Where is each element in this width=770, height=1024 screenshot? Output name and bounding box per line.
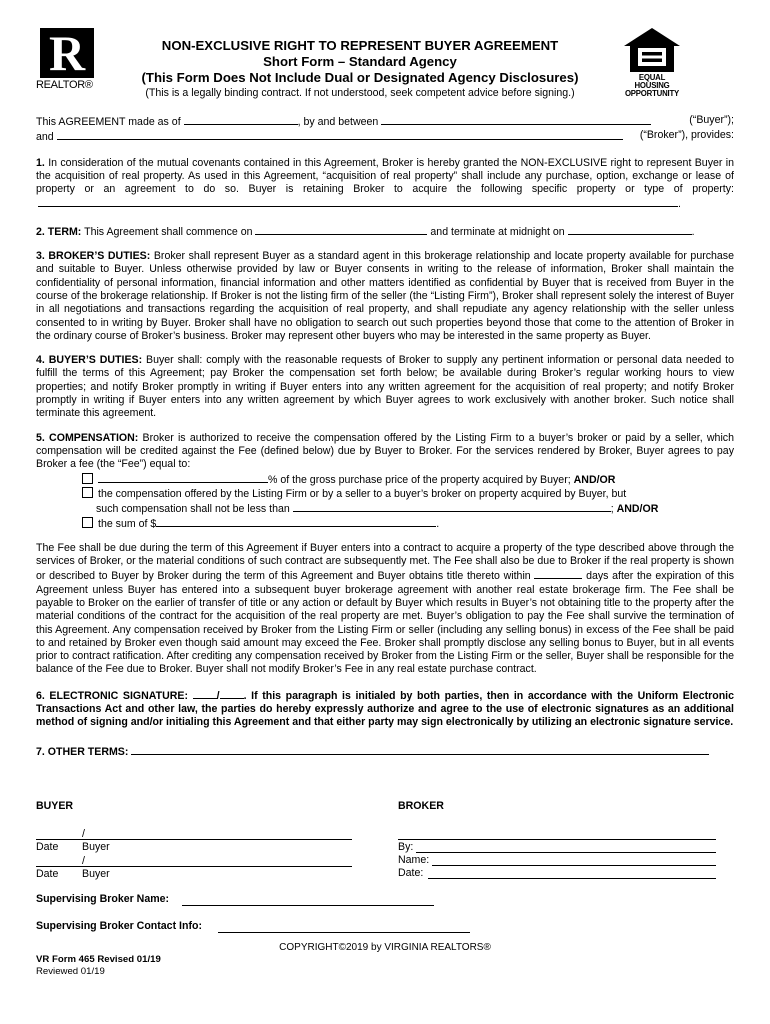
percent-field[interactable] <box>98 472 268 483</box>
form-title: NON-EXCLUSIVE RIGHT TO REPRESENT BUYER AGREEMENT <box>161 38 559 53</box>
fee-paragraph: The Fee shall be due during the term of this Agreement if Buyer enters into a contract to acquire a property of the type described above through the services of Broker, or the material conditions of such contract are subsequently met. The Fee shall also be due to Broker if the real property is shown or described to Buyer by Broker during the term of this Agreement and Buyer obtains title thereto within days after the expiration of this Agreement unless Buyer has entered into a subsequent buyer brokerage agreement with another real estate brokerage firm. The Fee shall be payable to Broker on the earlier of transfer of title or any action or default by Buyer which results in Buyer’s not obtaining title to the property after the material conditions of the contract for the acquisition of the real property are met. Buyer’s obligation to pay the Fee shall survive the termination of this Agreement. Any compensation received by Broker from the Listing Firm or seller (including any selling bonus) in excess of the Fee shall be paid to and retained by Broker even though said amount may exceed the Fee. Broker shall promptly disclose any selling bonus to Buyer, but in all events prior to contract ratification. After crediting any compensation received by Broker from the Listing Firm or the seller, Buyer shall be responsible for the balance of the Fee due to Broker. Buyer shall not modify Broker’s Fee in any real estate purchase contract. <box>36 541 734 676</box>
commence-date-field[interactable] <box>255 224 427 235</box>
supervising-broker-contact-line[interactable] <box>218 931 470 933</box>
equal-housing-text: EQUAL HOUSING OPPORTUNITY <box>624 73 680 99</box>
broker-heading: BROKER <box>398 800 444 812</box>
form-legal-note: (This is a legally binding contract. If not understood, seek competent advice before signing.) <box>145 87 575 99</box>
days-field[interactable] <box>534 568 582 579</box>
minimum-compensation-field[interactable] <box>293 501 611 512</box>
realtor-logo <box>36 25 100 92</box>
section-5-compensation: 5. COMPENSATION: Broker is authorized to receive the compensation offered by the Listing Firm to a buyer’s broker or paid by a seller, which compensation will be credited against the Fee (defined below) due by Buyer to Broker. For the services rendered by Broker, Buyer agrees to pay Broker a fee (the “Fee”) equal to: <box>36 431 734 471</box>
form-body <box>36 114 734 759</box>
form-disclosure-note: (This Form Does Not Include Dual or Designated Agency Disclosures) <box>141 70 579 85</box>
other-terms-field[interactable] <box>131 744 709 755</box>
broker-name-line[interactable] <box>432 864 716 866</box>
buyer-heading: BUYER <box>36 800 74 812</box>
broker-name-field[interactable] <box>57 129 623 140</box>
compensation-option-3: the sum of $ . <box>82 516 734 531</box>
equal-housing-logo <box>622 26 682 99</box>
sum-checkbox[interactable] <box>82 517 93 528</box>
percent-checkbox[interactable] <box>82 473 93 484</box>
broker-date-line[interactable] <box>428 877 716 879</box>
compensation-option-1: % of the gross purchase price of the property acquired by Buyer; AND/OR <box>82 472 734 487</box>
broker-initials-field[interactable] <box>220 688 244 699</box>
intro-line-2: and (“Broker”), provides: <box>36 129 734 144</box>
listing-firm-checkbox[interactable] <box>82 487 93 498</box>
realtor-r-mark: R <box>40 28 94 78</box>
intro-line-1: This AGREEMENT made as of , by and between (“Buyer”); <box>36 114 734 128</box>
broker-firm-line[interactable] <box>398 838 716 840</box>
section-7-other-terms: 7. OTHER TERMS: <box>36 744 734 759</box>
section-4-buyer-duties: 4. BUYER’S DUTIES: Buyer shall: comply with the reasonable requests of Broker to supply any pertinent information or personal data needed to fulfill the terms of this Agreement; pay Broker the compensation set forth below; be available during Broker’s regular working hours to view properties; and notify Broker promptly in writing if Buyer enters into any written agreement for the acquisition of real property; and notify Broker promptly in writing if Buyer enters into any written agreement by which Buyer agrees to work exclusively with another broker. Such notice shall terminate this agreement. <box>36 354 734 420</box>
buyer-initials-field[interactable] <box>193 688 217 699</box>
form-subtitle: Short Form – Standard Agency <box>263 54 457 69</box>
realtor-wordmark: REALTOR® <box>36 79 93 91</box>
terminate-date-field[interactable] <box>568 224 692 235</box>
buyer-name-field[interactable] <box>381 114 651 125</box>
section-1: 1. In consideration of the mutual covenants contained in this Agreement, Broker is hereby granted the NON-EXCLUSIVE right to represent Buyer in the acquisition of real property. As used in this Agreement, “acquisition of real property” shall include any purchase, option, exchange or lease of property or an agreement to do so. Buyer is retaining Broker to acquire the following specific property or type of property: . <box>36 156 734 211</box>
section-6-electronic-signature: 6. ELECTRONIC SIGNATURE: / . If this paragraph is initialed by both parties, then in accordance with the Uniform Electronic Transactions Act and other law, the parties do hereby expressly authorize and agree to the use of electronic signatures as an additional method of signing and/or initialing this Agreement and that either party may sign electronically by utilizing an electronic signature service. <box>36 689 734 729</box>
reviewed-date: Reviewed 01/19 <box>36 966 105 977</box>
supervising-broker-contact-label: Supervising Broker Contact Info: <box>36 920 202 932</box>
copyright-notice: COPYRIGHT©2019 by VIRGINIA REALTORS® <box>279 942 491 953</box>
supervising-broker-name-line[interactable] <box>182 904 434 906</box>
broker-by-line[interactable] <box>416 851 716 853</box>
property-description-field[interactable] <box>38 196 678 207</box>
section-3-broker-duties: 3. BROKER’S DUTIES: Broker shall represent Buyer as a standard agent in this brokerage relationship and locate property available for purchase and suitable to Buyer. Unless otherwise provided by law or Buyer consents in writing to the release of information, Broker shall maintain the confidentiality of personal information, financial information and other matters identified as confidential by Buyer that is received from Buyer in the course of the brokerage relationship. If Broker is not the listing firm of the seller (the “Listing Firm”), Broker shall represent solely the interest of Buyer in all negotiations and transactions regarding the acquisition of real property, and shall repudiate any agency relationship with the seller unless consented to in writing by Buyer. Broker shall have no obligation to search out such properties beyond those that come to the attention of Broker in the ordinary course of Broker’s business. Broker may represent other buyers who may be interested in the same property as Buyer. <box>36 250 735 342</box>
compensation-option-2-min: such compensation shall not be less than ; AND/OR <box>96 503 659 516</box>
equal-housing-icon <box>622 26 682 74</box>
supervising-broker-name-label: Supervising Broker Name: <box>36 893 170 905</box>
form-page: R REALTOR® NON-EXCLUSIVE RIGHT TO REPRESENT BUYER AGREEMENT Short Form – Standard Agency (This Form Does Not Include Dual or Designated Agency Disclosures) (This is a legally binding contract. If not understood, seek competent advice before signing.) EQUAL HOUSING OPPORTUNITY This AGREEMENT made as of , by and between (“Buyer”); and (“Broker”), provides: 1. In consideration of the mutual covenants contained in this Agreement, Broker is hereby granted the NON-EXCLUSIVE right to represent Buyer in the acquisition of real property. As used in this Agreement, “acquisition of real property” shall include any purchase, option, exchange or lease of property or an agreement to do so. Buyer is retaining Broker to acquire the following specific property or type of property: . 2. TERM: This Agreement shall commence on and terminate at midnight on . 3. BROKER’S DUTIES: Broker shall represent Buyer as a standard agent in this brokerage relationship and locate property available for purchase and suitable to Buyer. Unless otherwise provided by law or Buyer consents in writing to the release of information, Broker shall maintain the confidentiality of personal information, financial information and other matters identified as confidential by Buyer that is received from Buyer in the course of the brokerage relationship. If Broker is not the listing firm of the seller (the “Listing Firm”), Broker shall represent solely the interest of Buyer in all negotiations and transactions regarding the acquisition of real property, and shall repudiate any agency relationship with the seller unless consented to in writing by Buyer. Broker shall have no obligation to search out such properties beyond those that come to the attention of Broker in the ordinary course of Broker’s business. Broker may represent other buyers who may be interested in the same property as Buyer. 4. BUYER’S DUTIES: Buyer shall: comply with the reasonable requests of Broker to supply any pertinent information or personal data needed to fulfill the terms of this Agreement; pay Broker the compensation set forth below; be available during Broker’s regular working hours to view properties; and notify Broker promptly in writing if Buyer enters into any written agreement for the acquisition of real property; and notify Broker promptly in writing if Buyer enters into any written agreement by which Buyer agrees to work exclusively with another broker. Such notice shall terminate this agreement. 5. COMPENSATION: Broker is authorized to receive the compensation offered by the Listing Firm to a buyer’s broker or paid by a seller, which compensation will be credited against the Fee (defined below) due by Buyer to Broker. For the services rendered by Broker, Buyer agrees to pay Broker a fee (the “Fee”) equal to: % of the gross purchase price of the property acquired by Buyer; AND/OR the compensation offered by the Listing Firm or by a seller to a buyer’s broker on property acquired by Buyer, but such compensation shall not be less than ; AND/OR the sum of $ . The Fee shall be due during the term of this Agreement if Buyer enters into a contract to acquire a property of the type described above through the services of Broker, or the material conditions of such contract are subsequently met. The Fee shall also be due to Broker if the real property is shown or described to Buyer by Broker during the term of this Agreement and Buyer obtains title thereto within days after the expiration of this Agreement unless Buyer has entered into a subsequent buyer brokerage agreement with another real estate brokerage firm. The Fee shall be payable to Broker on the earlier of transfer of title or any action or default by Buyer which results in Buyer’s not obtaining title to the property after the material conditions of the contract for the acquisition of the real property are met. Buyer’s obligation to pay the Fee shall survive the termination of this Agreement. Any compensation received by Broker from the Listing Firm or seller (including any selling bonus) in excess of the Fee shall be paid to and retained by Broker even though said amount may exceed the Fee. Broker shall promptly disclose any selling bonus to Buyer, but in all events prior to contract ratification. After crediting any compensation received by Broker from the Listing Firm or the seller, Buyer shall be responsible for the balance of the Fee due to Broker. Buyer shall not modify Broker’s Fee in any real estate purchase contract. 6. ELECTRONIC SIGNATURE: / . If this paragraph is initialed by both parties, then in accordance with the Uniform Electronic Transactions Act and other law, the parties do hereby expressly authorize and agree to the use of electronic signatures as an additional method of signing and/or initialing this Agreement and that either party may sign electronically by utilizing an electronic signature service. 7. OTHER TERMS: BUYER BROKER / Date Buyer / Date Buyer By: Name: Date: Supervising Broker Name: Supervising Broker Contact Info: COPYRIGHT©2019 by VIRGINIA REALTORS® VR Form 465 Revised 01/19 Reviewed 01/19 <box>0 0 770 1024</box>
form-title-block <box>110 38 610 100</box>
section-2-term: 2. TERM: This Agreement shall commence on and terminate at midnight on . <box>36 225 695 238</box>
compensation-option-2: the compensation offered by the Listing Firm or by a seller to a buyer’s broker on property acquired by Buyer, but <box>82 487 734 501</box>
agreement-date-field[interactable] <box>184 114 298 125</box>
form-number: VR Form 465 Revised 01/19 <box>36 954 161 965</box>
sum-field[interactable] <box>156 516 436 527</box>
